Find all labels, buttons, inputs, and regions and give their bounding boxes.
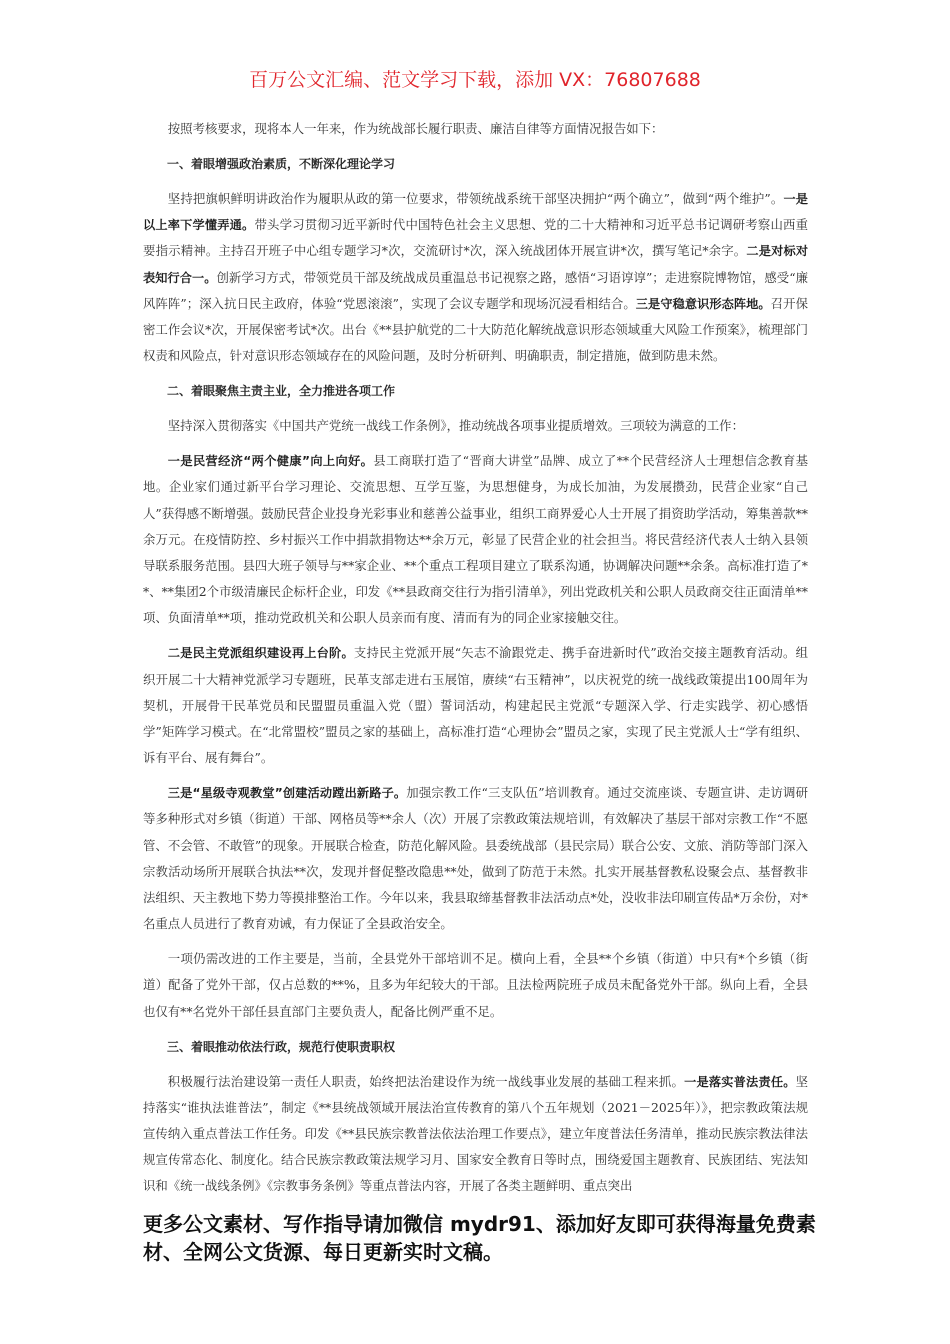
text-run: 创新学习方式，带领党员干部及统战成员重温总书记视察之路，感悟“习语谆谆”；走进察院博物馆，感受“廉风阵阵”；深入抗日民主政府，体验“党恩滚滚”，实现了会议专题学和现场沉浸看相结合。 [143, 269, 808, 311]
section-2-item-2 [143, 640, 808, 771]
text-run: 召开保密工作会议*次，开展保密考试*次。出台《**县护航党的二十大防范化解统战意识形态领域重大风险工作预案》，梳理部门权责和风险点，针对意识形态领域存在的风险问题，及时分析研判、明确职责，制定措施，做到防患未然。 [143, 295, 808, 364]
intro-paragraph: 按照考核要求，现将本人一年来，作为统战部长履行职责、廉洁自律等方面情况报告如下： [167, 121, 664, 136]
text-run: 坚持落实“谁执法谁普法”，制定《**县统战领域开展法治宣传教育的第八个五年规划（2021－2025年）》，把宗教政策法规宣传纳入重点普法工作任务。印发《**县民族宗教普法依法治理工作要点》，建立年度普法任务清单，推动民族宗教法律法规宣传常态化、制度化。结合民族宗教政策法规学习月、国家安全教育日等时点，围绕爱国主题教育、民族团结、宪法知识和《统一战线条例》《宗教事务条例》等重点普法内容，开展了各类主题鲜明、重点突出 [143, 1073, 809, 1194]
section-2-intro: 坚持深入贯彻落实《中国共产党统一战线工作条例》，推动统战各项事业提质增效。三项较为满意的工作： [167, 418, 744, 434]
item-3-text: 加强宗教工作“三支队伍”培训教育。通过交流座谈、专题宣讲、走访调研等多种形式对乡镇（街道）干部、网格员等**余人（次）开展了宗教政策法规培训，有效解决了基层干部对宗教工作“不愿管、不会管、不敢管”的现象。开展联合检查，防范化解风险。县委统战部（县民宗局）联合公安、文旅、消防等部门深入宗教活动场所开展联合执法**次，发现并督促整改隐患**处，做到了防范于未然。扎实开展基督教私设聚会点、基督教非法组织、天主教地下势力等摸排整治工作。今年以来，我县取缔基督教非法活动点*处，没收非法印刷宣传品*万余份，对*名重点人员进行了教育劝诫，有力保证了全县政治安全。 [143, 785, 808, 932]
watermark-banner: 百万公文汇编、范文学习下载，添加 VX：76807688 [249, 69, 701, 91]
section-2-item-1 [143, 448, 808, 631]
section-1-paragraph [143, 186, 808, 369]
section-1-heading: 一、着眼增强政治素质，不断深化理论学习 [167, 157, 396, 171]
item-1-text: 县工商联打造了“晋商大讲堂”品牌、成立了**个民营经济人士理想信念教育基地。企业家们通过新平台学习理论、交流思想、互学互鉴，为思想健身，为成长加油，为发展攒劲，民营企业家“自己人”获得感不断增强。鼓励民营企业投身光彩事业和慈善公益事业，组织工商界爱心人士开展了捐资助学活动，筹集善款**余万元。在疫情防控、乡村振兴工作中捐款捐物达**余万元，彰显了民营企业的社会担当。将民营经济代表人士纳入县领导联系服务范围。县四大班子领导与**家企业、**个重点工程项目建立了联系沟通，协调解决问题**余条。高标准打造了**、**集团2个市级清廉民企标杆企业，印发《**县政商交往行为指引清单》，列出党政机关和公职人员政商交往正面清单**项、负面清单**项，推动党政机关和公职人员亲而有度、清而有为的同企业家接触交往。 [143, 453, 808, 626]
bold-point-3: 三是守稳意识形态阵地。 [635, 296, 771, 311]
section-3-heading: 三、着眼推动依法行政，规范行使职责职权 [167, 1039, 396, 1054]
document-body [143, 116, 808, 1208]
bold-point-1: 一是以上率下学懂弄通。 [143, 192, 808, 233]
item-2-text: 支持民主党派开展“矢志不渝跟党走、携手奋进新时代”政治交接主题教育活动。组织开展二十大精神党派学习专题班，民革支部走进右玉展馆，赓续“右玉精神”，以庆祝党的统一战线政策提出100周年为契机，开展骨干民革党员和民盟盟员重温入党（盟）誓词活动，构建起民主党派“专题深入学、行走实践学、初心感悟学”矩阵学习模式。在“北常盟校”盟员之家的基础上，高标准打造“心理协会”盟员之家，实现了民主党派人士“学有组织、诉有平台、展有舞台”。 [143, 645, 808, 766]
section-2-item-3 [143, 780, 808, 937]
section-2-heading: 二、着眼聚焦主责主业，全力推进各项工作 [167, 384, 396, 399]
promo-footer: 更多公文素材、写作指导请加微信 mydr91、添加好友即可获得海量免费素材、全网公文货源、每日更新实时文稿。 [143, 1212, 816, 1264]
text-run: 坚持把旗帜鲜明讲政治作为履职从政的第一位要求，带领统战系统干部坚决拥护“两个确立”，做到“两个维护”。 [167, 191, 784, 206]
item-2-title: 二是民主党派组织建设再上台阶。 [167, 646, 354, 661]
improvement-paragraph: 一项仍需改进的工作主要是，当前，全县党外干部培训不足。横向上看，全县**个乡镇（街道）中只有*个乡镇（街道）配备了党外干部，仅占总数的**%，且多为年纪较大的干部。且法检两院班子成员未配备党外干部。纵向上看，全县也仅有**名党外干部任县直部门主要负责人，配备比例严重不足。 [143, 951, 808, 1019]
section-3-paragraph [143, 1069, 808, 1200]
text-run: 积极履行法治建设第一责任人职责，始终把法治建设作为统一战线事业发展的基础工程来抓。 [167, 1073, 685, 1089]
bold-point-2: 二是对标对表知行合一。 [143, 244, 809, 285]
item-1-title: 一是民营经济“两个健康”向上向好。 [167, 454, 374, 469]
bold-point-1: 一是落实普法责任。 [684, 1074, 796, 1089]
item-3-title: 三是“星级寺观教堂”创建活动蹚出新路子。 [167, 786, 407, 801]
text-run: 带头学习贯彻习近平新时代中国特色社会主义思想、党的二十大精神和习近平总书记调研考察山西重要指示精神。主持召开班子中心组专题学习*次，交流研讨*次，深入统战团体开展宣讲*次，撰写笔记*余字。 [143, 217, 809, 259]
